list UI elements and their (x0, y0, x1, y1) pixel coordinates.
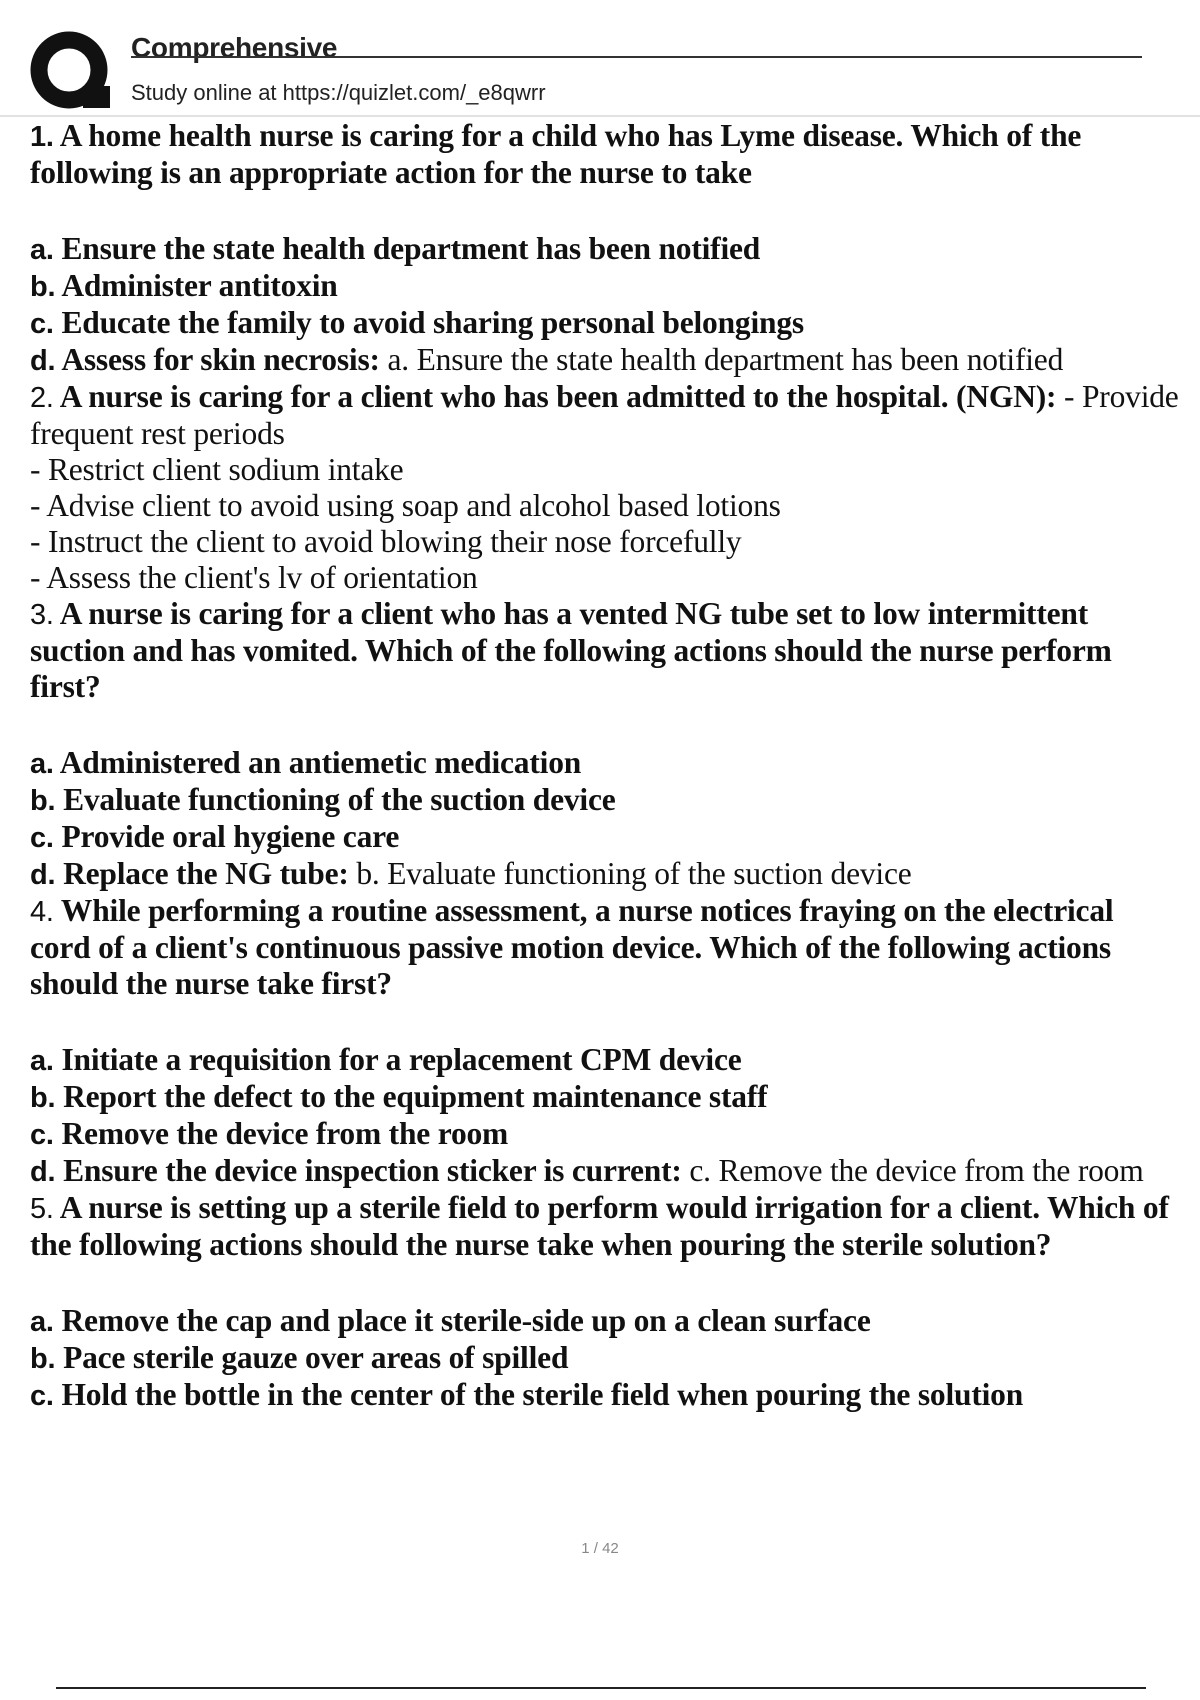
option-item: c. Educate the family to avoid sharing personal belongings (30, 305, 804, 340)
question-text: 4. While performing a routine assessment, a nurse notices fraying on the electrical cord of a client's continuous passive motion device. Which of the following actions should the nurse take first? (30, 893, 1114, 1001)
question-text: 3. A nurse is caring for a client who has a vented NG tube set to low intermittent suction and has vomited. Which of the following actions should the nurse perform first? (30, 596, 1112, 704)
option-item-with-answer: d. Ensure the device inspection sticker is current: c. Remove the device from the room (30, 1153, 1144, 1188)
study-online-link[interactable]: Study online at https://quizlet.com/_e8qwrr (131, 80, 546, 105)
answer-text: b. Evaluate functioning of the suction device (356, 856, 912, 891)
option-item: a. Administered an antiemetic medication (30, 745, 582, 780)
question-block (30, 118, 1180, 379)
question-text: 1. A home health nurse is caring for a child who has Lyme disease. Which of the following is an appropriate action for the nurse to take (30, 118, 1082, 190)
answer-text: c. Remove the device from the room (689, 1153, 1144, 1188)
option-item: b. Evaluate functioning of the suction device (30, 782, 616, 817)
answer-line: - Provide frequent rest periods (30, 379, 1179, 451)
option-item: b. Administer antitoxin (30, 268, 338, 303)
document-title: Comprehensive (131, 32, 338, 63)
answer-line: - Restrict client sodium intake (30, 452, 404, 487)
option-item: a. Remove the cap and place it sterile-side up on a clean surface (30, 1303, 871, 1338)
header-divider (131, 56, 1142, 58)
question-block (30, 893, 1180, 1190)
question-block (30, 1190, 1180, 1414)
answer-line: - Assess the client's lv of orientation (30, 560, 478, 595)
option-item: c. Hold the bottle in the center of the sterile field when pouring the solution (30, 1377, 1024, 1412)
header-bottom-divider (0, 115, 1200, 117)
option-item: c. Remove the device from the room (30, 1116, 509, 1151)
question-block (30, 596, 1180, 893)
quizlet-q-logo-icon (30, 30, 112, 112)
option-item: c. Provide oral hygiene care (30, 819, 400, 854)
option-item-with-answer: d. Replace the NG tube: b. Evaluate functioning of the suction device (30, 856, 912, 891)
question-text-with-answer: 2. A nurse is caring for a client who has been admitted to the hospital. (NGN): - Provide frequent rest periods (30, 379, 1179, 451)
flashcard-list (30, 118, 1180, 1414)
question-text: 5. A nurse is setting up a sterile field to perform would irrigation for a client. Which of the following actions should the nurse take when pouring the sterile solution? (30, 1190, 1169, 1262)
option-item: b. Pace sterile gauze over areas of spilled (30, 1340, 569, 1375)
answer-text: a. Ensure the state health department has been notified (387, 342, 1064, 377)
footer-divider (56, 1687, 1146, 1689)
option-item: a. Ensure the state health department has been notified (30, 231, 761, 266)
answer-line: - Advise client to avoid using soap and alcohol based lotions (30, 488, 781, 523)
answer-line: - Instruct the client to avoid blowing their nose forcefully (30, 524, 742, 559)
option-item-with-answer: d. Assess for skin necrosis: a. Ensure the state health department has been notified (30, 342, 1064, 377)
page-indicator: 1 / 42 (581, 1540, 619, 1557)
question-block (30, 379, 1180, 596)
option-item: a. Initiate a requisition for a replacement CPM device (30, 1042, 742, 1077)
option-item: b. Report the defect to the equipment maintenance staff (30, 1079, 768, 1114)
